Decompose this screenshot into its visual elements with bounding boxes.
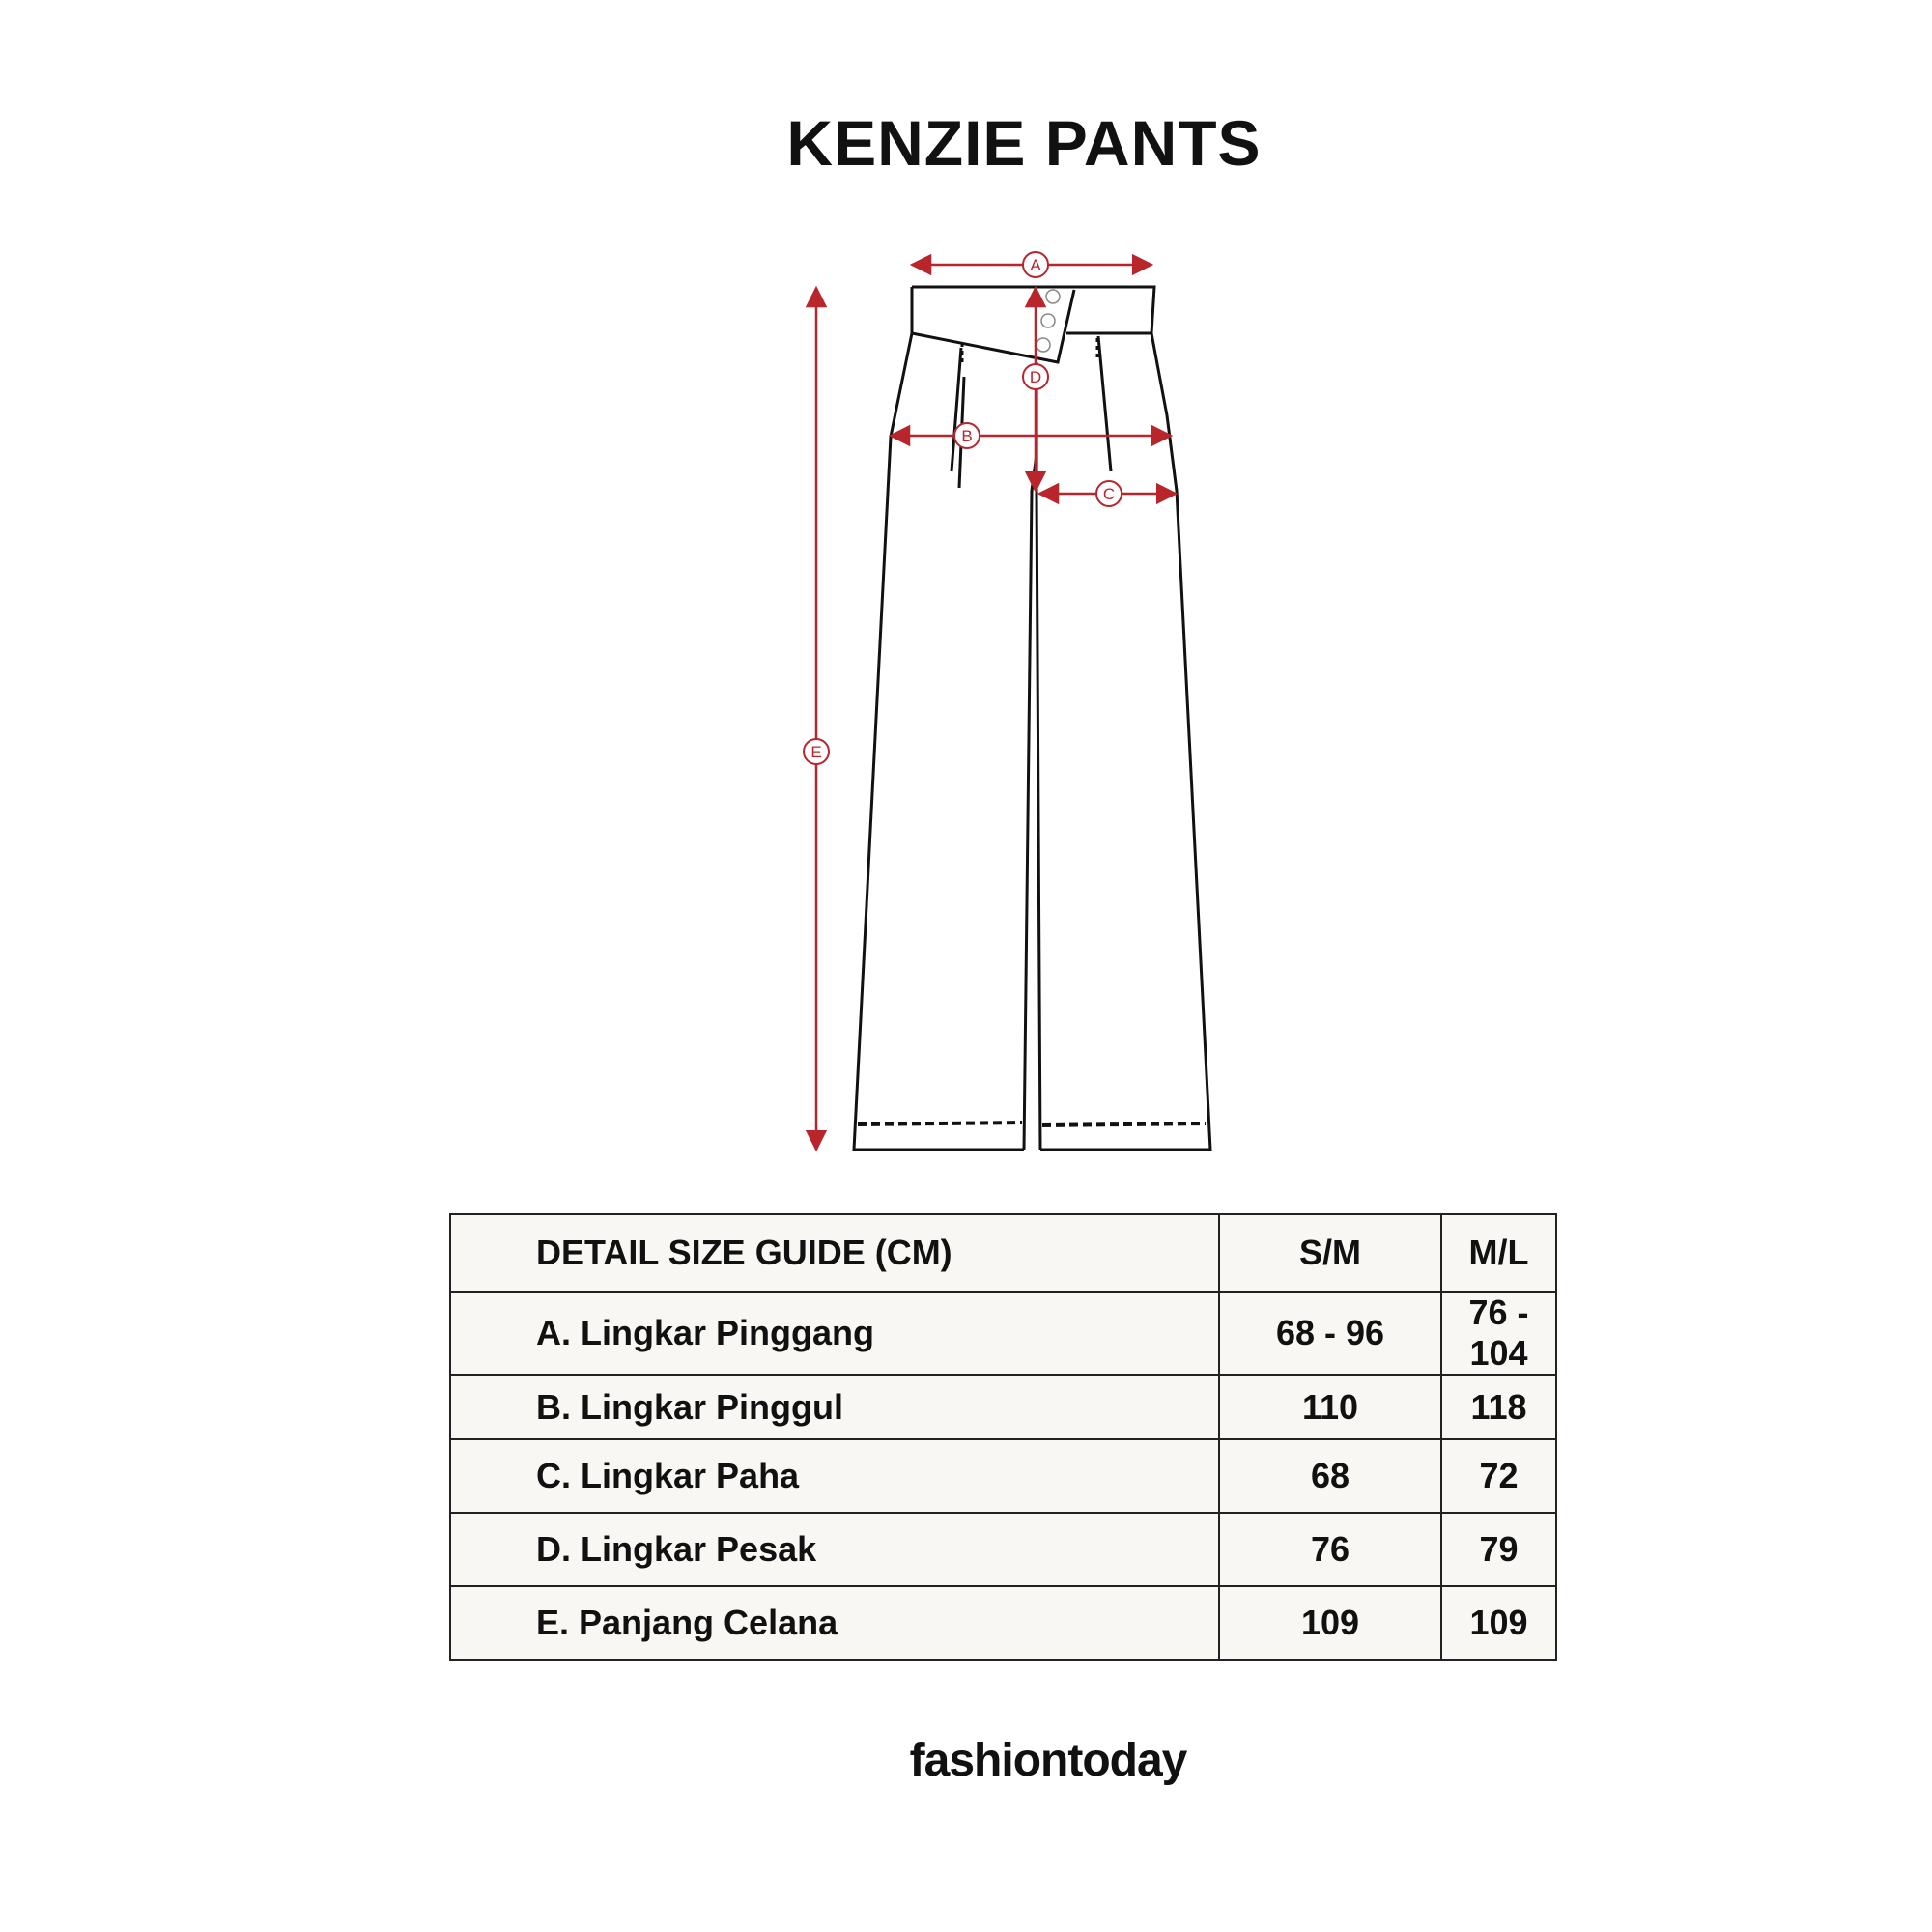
- callout-e: [804, 739, 829, 764]
- callout-b: [954, 423, 980, 448]
- row-ml-value: 118: [1441, 1375, 1556, 1439]
- table-row: [450, 1513, 1556, 1586]
- callout-e-label: E: [810, 743, 822, 761]
- callout-c: [1096, 481, 1122, 506]
- header-detail: DETAIL SIZE GUIDE (CM): [450, 1214, 1219, 1292]
- row-sm-value: 109: [1219, 1586, 1441, 1660]
- size-guide-table: [449, 1213, 1557, 1661]
- brand-logo: fashiontoday: [909, 1735, 1187, 1786]
- row-label: B. Lingkar Pinggul: [450, 1375, 1219, 1439]
- row-label: E. Panjang Celana: [450, 1586, 1219, 1660]
- row-sm-value: 68: [1219, 1439, 1441, 1513]
- callout-b-label: B: [961, 427, 973, 445]
- row-ml-value: 109: [1441, 1586, 1556, 1660]
- header-sm: S/M: [1219, 1214, 1441, 1292]
- callout-a-label: A: [1030, 256, 1041, 274]
- callout-a: [1023, 252, 1048, 277]
- row-sm-value: 76: [1219, 1513, 1441, 1586]
- row-label: A. Lingkar Pinggang: [450, 1292, 1219, 1375]
- measurement-lines: [816, 265, 1176, 1150]
- row-sm-value: 68 - 96: [1219, 1292, 1441, 1375]
- callout-d-label: D: [1029, 368, 1042, 386]
- table-row: [450, 1375, 1556, 1439]
- table-row: [450, 1439, 1556, 1513]
- table-header-row: [450, 1214, 1556, 1292]
- header-ml: M/L: [1441, 1214, 1556, 1292]
- row-label: D. Lingkar Pesak: [450, 1513, 1219, 1586]
- pants-outline: [854, 287, 1210, 1150]
- page-title: KENZIE PANTS: [786, 107, 1262, 179]
- row-sm-value: 110: [1219, 1375, 1441, 1439]
- waist-buttons: [1037, 290, 1060, 352]
- row-label: C. Lingkar Paha: [450, 1439, 1219, 1513]
- row-ml-value: 79: [1441, 1513, 1556, 1586]
- row-ml-value: 76 - 104: [1441, 1292, 1556, 1375]
- table-row: [450, 1292, 1556, 1375]
- table-row: [450, 1586, 1556, 1660]
- row-ml-value: 72: [1441, 1439, 1556, 1513]
- callout-d: [1023, 364, 1048, 389]
- pleat-stitching: [962, 338, 1097, 365]
- callout-c-label: C: [1102, 485, 1116, 503]
- hem-stitching: [858, 1122, 1206, 1125]
